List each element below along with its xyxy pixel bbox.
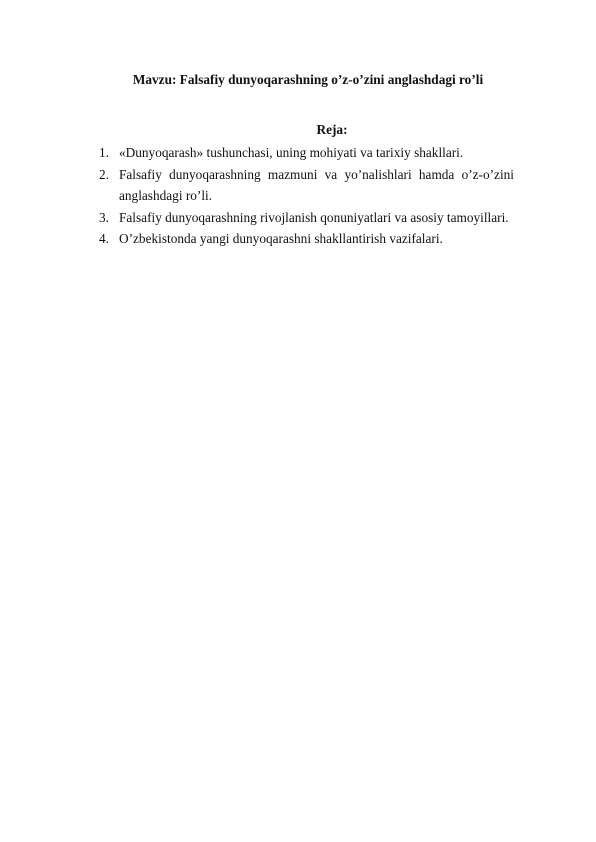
plan-heading: Reja: [316,122,348,137]
plan-item-1 [99,142,514,164]
plan-item-number: 2. [99,166,109,182]
plan-item-number: 1. [99,145,109,160]
plan-item-text: «Dunyoqarash» tushunchasi, uning mohiyati va tarixiy shakllari. [119,145,464,160]
plan-item-4 [99,228,514,250]
document-title: Mavzu: Falsafiy dunyoqarashning o’z-o’zini anglashdagi ro’li [132,72,484,87]
plan-item-text: O’zbekistonda yangi dunyoqarashni shakllantirish vazifalari. [119,231,443,246]
plan-item-2 [99,164,514,207]
plan-item-text: Falsafiy dunyoqarashning mazmuni va yo’nalishlari hamda o’z-o’zini anglashdagi ro’li. [119,166,514,203]
plan-list [99,142,514,250]
plan-item-text: Falsafiy dunyoqarashning rivojlanish qonuniyatlari va asosiy tamoyillari. [119,209,509,225]
plan-item-number: 4. [99,231,109,246]
plan-item-number: 3. [99,209,109,225]
plan-item-3 [99,207,514,229]
